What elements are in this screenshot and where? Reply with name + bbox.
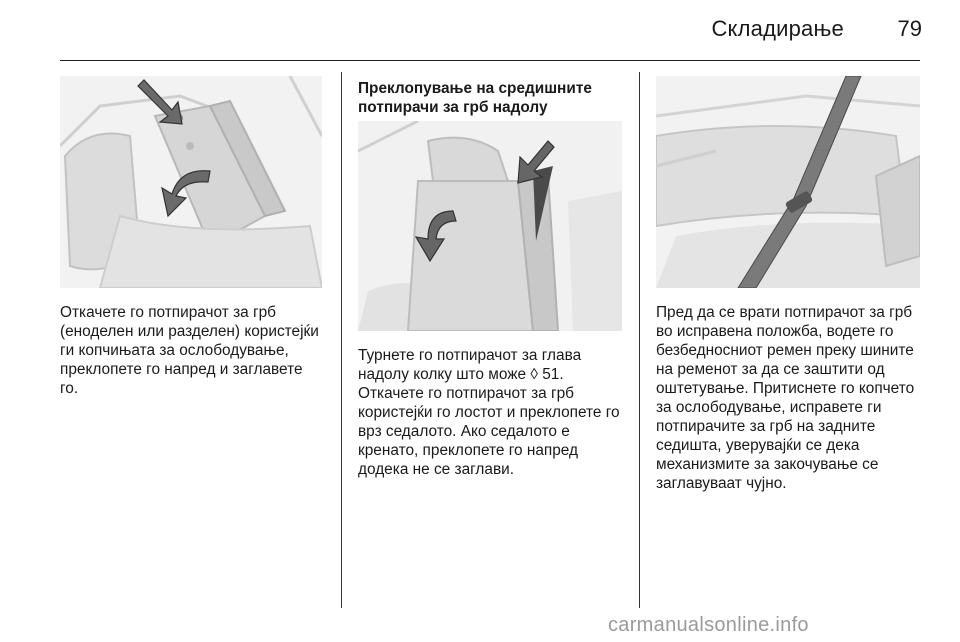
seat-belt-guide-illustration <box>656 76 920 288</box>
section-heading: Преклопување на средишните потпирачи за грб надолу <box>358 80 592 116</box>
column3-paragraph: Пред да се врати потпирачот за грб во исправена положба, водете го безбедносниот ремен преку шините на ременот за да се заштити од оштетување. Притиснете го копчето за ослободување, исправете ги потпирачите за грб на задните седишта, уверувајќи се дека механизмите за закочување се заглавуваат чујно. <box>656 304 915 492</box>
center-seatback-fold-illustration <box>358 121 622 331</box>
column2-text-part2: Откачете го потпирачот за грб користејќи го лостот и преклопете го врз седалото. Ако седалото е кренато, преклопете го напред додека не се заглави. <box>358 385 620 478</box>
page-header-title: Складирање <box>711 16 844 41</box>
column2-text-part1: Турнете го потпирачот за глава надолу колку што може <box>358 347 582 383</box>
page-number: 79 <box>897 16 922 41</box>
header-divider <box>60 60 920 61</box>
column1-paragraph: Откачете го потпирачот за грб (еноделен или разделен) користејќи ги копчињата за ослободување, преклопете го напред и заглавете го. <box>60 304 319 397</box>
column-divider-2 <box>639 72 640 608</box>
seatback-release-illustration <box>60 76 322 288</box>
page-reference-number: 51. <box>537 366 564 383</box>
page-reference-icon: ◊ <box>530 366 538 383</box>
column2-paragraph <box>358 346 628 479</box>
watermark: carmanualsonline.info <box>608 614 809 636</box>
column-divider-1 <box>341 72 342 608</box>
